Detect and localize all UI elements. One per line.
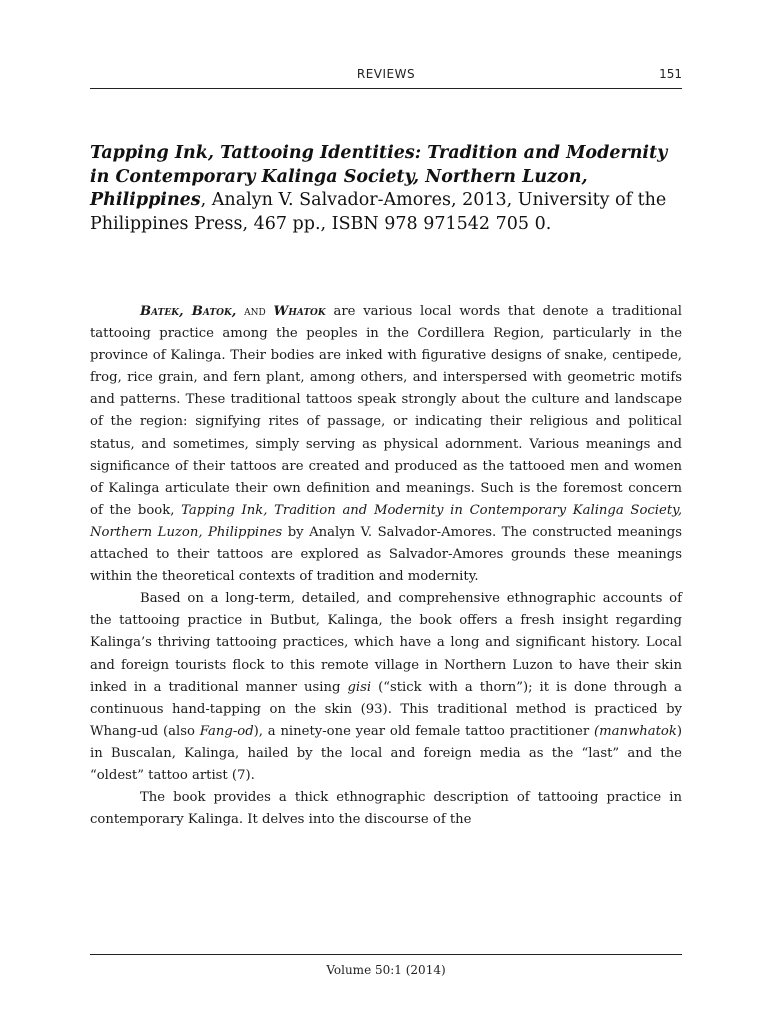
journal-volume: Volume 50:1 (2014) xyxy=(326,963,446,977)
term-fang-od: Fang-od xyxy=(199,723,254,739)
lead-term-batek-batok: Batek, Batok, xyxy=(140,304,237,319)
paragraph-2 xyxy=(90,588,682,787)
paragraph-1-text-2: by Analyn V. Salvador-Amores. The constructed meanings attached to their tattoos are explored as Salvador-Amores grounds these meanings within the theoretical contexts of tradition and modernity. xyxy=(90,524,682,585)
term-manwhatok: (manwhatok xyxy=(593,723,677,739)
paragraph-2-text-4: ) in Buscalan, Kalinga, hailed by the local and foreign media as the “last” and the “oldest” tattoo artist (7). xyxy=(90,723,682,783)
book-reference: Tapping Ink, Tradition and Modernity in Contemporary Kalinga Society, Northern Luzon, Philippines xyxy=(90,502,683,540)
term-gisi: gisi xyxy=(347,679,372,695)
paragraph-2-text-2: (“stick with a thorn”); it is done through a continuous hand-tapping on the skin (93). This traditional method is practiced by Whang-ud (also xyxy=(90,679,682,739)
book-citation xyxy=(90,142,682,236)
paragraph-3 xyxy=(90,787,682,831)
running-head xyxy=(90,64,682,84)
paragraph-2-text-3: ), a ninety-one year old female tattoo practitioner xyxy=(253,723,594,739)
header-rule xyxy=(90,88,682,89)
section-title: REVIEWS xyxy=(356,67,416,81)
review-body xyxy=(90,301,682,831)
paragraph-2-text-1: Based on a long-term, detailed, and comprehensive ethnographic accounts of the tattooing practice in Butbut, Kalinga, the book offers a fresh insight regarding Kalinga’s thriving tattooing practices, which have a long and significant history. Local and foreign tourists flock to this remote village in Northern Luzon to have their skin inked in a traditional manner using xyxy=(90,591,682,695)
page-number: 151 xyxy=(659,67,682,81)
lead-term-whatok: Whatok xyxy=(273,304,326,319)
paragraph-3-text-1: The book provides a thick ethnographic description of tattooing practice in contemporary Kalinga. It delves into the discourse of the xyxy=(90,790,682,828)
book-title: Tapping Ink, Tattooing Identities: Tradition and Modernity in Contemporary Kalinga Society, Northern Luzon, Philippines xyxy=(90,143,668,210)
footer-rule xyxy=(90,954,682,955)
book-details: , Analyn V. Salvador-Amores, 2013, University of the Philippines Press, 467 pp., ISBN 978 971542 705 0. xyxy=(90,190,667,234)
paragraph-1-text-1: are various local words that denote a traditional tattooing practice among the peoples in the Cordillera Region, particularly in the province of Kalinga. Their bodies are inked with figurative designs of snake, centipede, frog, rice grain, and fern plant, among others, and interspersed with geometric motifs and patterns. These traditional tattoos speak strongly about the culture and landscape of the region: signifying rites of passage, or indicating their religious and political status, and sometimes, simply serving as physical adornment. Various meanings and significance of their tattoos are created and produced as the tattooed men and women of Kalinga articulate their own definition and meanings. Such is the foremost concern of the book, xyxy=(90,304,682,518)
paragraph-1 xyxy=(90,301,682,588)
lead-and: and xyxy=(244,304,266,319)
